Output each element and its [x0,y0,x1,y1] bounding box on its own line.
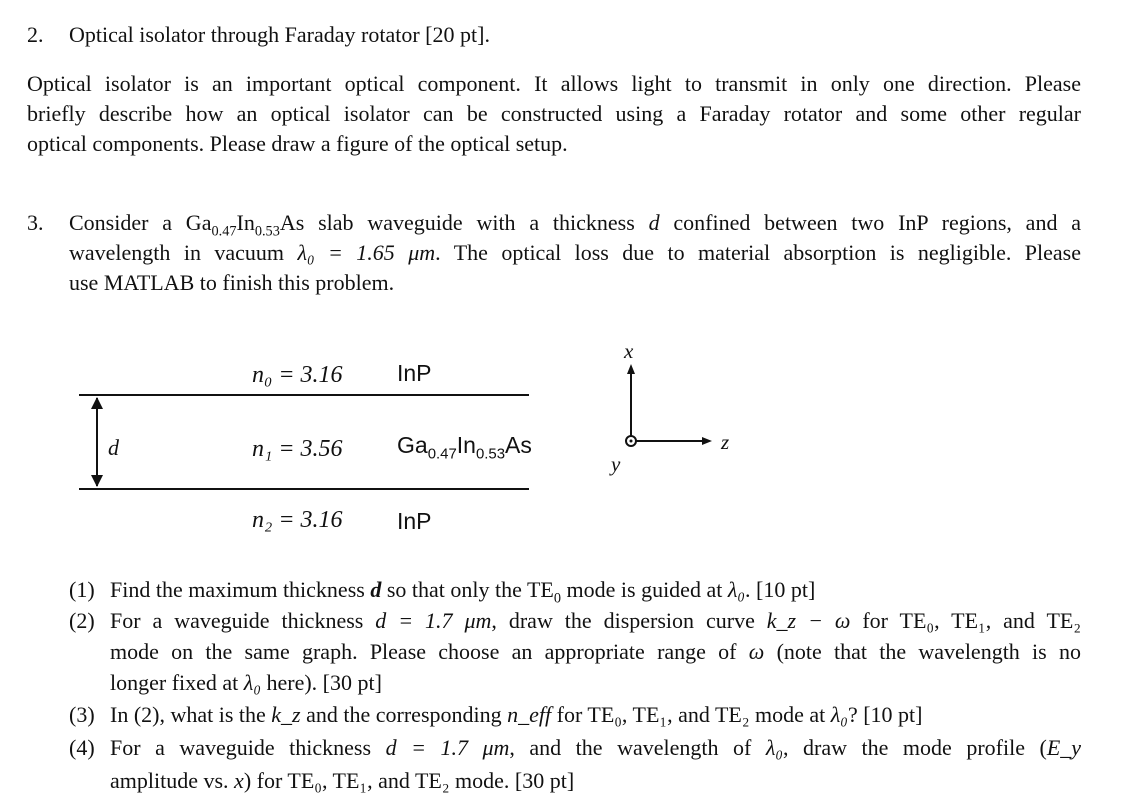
q3-line-1: Consider a $Ga_{0.47}In_{0.53}As$ slab waveguide with a thickness d confined between two InP regions, and a [69,210,1082,240]
part-1-number: (1) [69,577,95,602]
n0-material: InP [397,360,432,386]
part-2-line-3: longer fixed at λ₀ here). [30 pt] [110,670,382,695]
q3-number: 3. [27,210,44,235]
n1-label: n₁ = 3.56 [252,436,343,462]
part-4-number: (4) [69,735,95,760]
part-2-line-1: For a waveguide thickness d = 1.7 μm, draw the dispersion curve k_z − ω for TE₀, TE₁, and TE₂ [110,608,1082,633]
q2-title: Optical isolator through Faraday rotator [20 pt]. [69,22,490,47]
z-axis-arrowhead [702,437,712,445]
n0-label: n₀ = 3.16 [252,362,343,388]
n2-label: n₂ = 3.16 [252,507,343,533]
part-3-number: (3) [69,702,95,727]
n2-material: InP [397,508,432,534]
q2-number: 2. [27,22,44,47]
thickness-arrow-bottom [91,475,103,487]
part-2-line-2: mode on the same graph. Please choose an appropriate range of ω (note that the wavelength is no [110,639,1081,664]
n1-material: $Ga_{0.47}In_{0.53}As$ [397,432,532,463]
axis-y-label: y [611,452,621,476]
q2-body-line-2: briefly describe how an optical isolator can be constructed using a Faraday rotator and some other regular [27,101,1081,126]
axis-z-label: z [721,430,730,454]
part-4-line-1: For a waveguide thickness d = 1.7 μm, and the wavelength of λ₀, draw the mode profile (E_y [110,735,1082,760]
thickness-label: d [108,435,119,460]
part-3-text: In (2), what is the k_z and the corresponding n_eff for TE₀, TE₁, and TE₂ mode at λ₀? [10 pt] [110,702,923,727]
q3-line-2: wavelength in vacuum λ₀ = 1.65 μm. The optical loss due to material absorption is negligible. Please [69,240,1081,265]
thickness-arrow-top [91,397,103,409]
part-2-number: (2) [69,608,95,633]
part-1-text: Find the maximum thickness d so that only the $TE_0$ mode is guided at λ₀. [10 pt] [110,577,816,607]
q2-body-line-1: Optical isolator is an important optical component. It allows light to transmit in only one direction. Please [27,71,1081,96]
part-4-line-2: amplitude vs. x) for TE₀, TE₁, and TE₂ mode. [30 pt] [110,768,575,793]
q2-body-line-3: optical components. Please draw a figure of the optical setup. [27,131,568,156]
q3-line-3: use MATLAB to finish this problem. [69,270,395,295]
axis-x-label: x [624,339,634,363]
